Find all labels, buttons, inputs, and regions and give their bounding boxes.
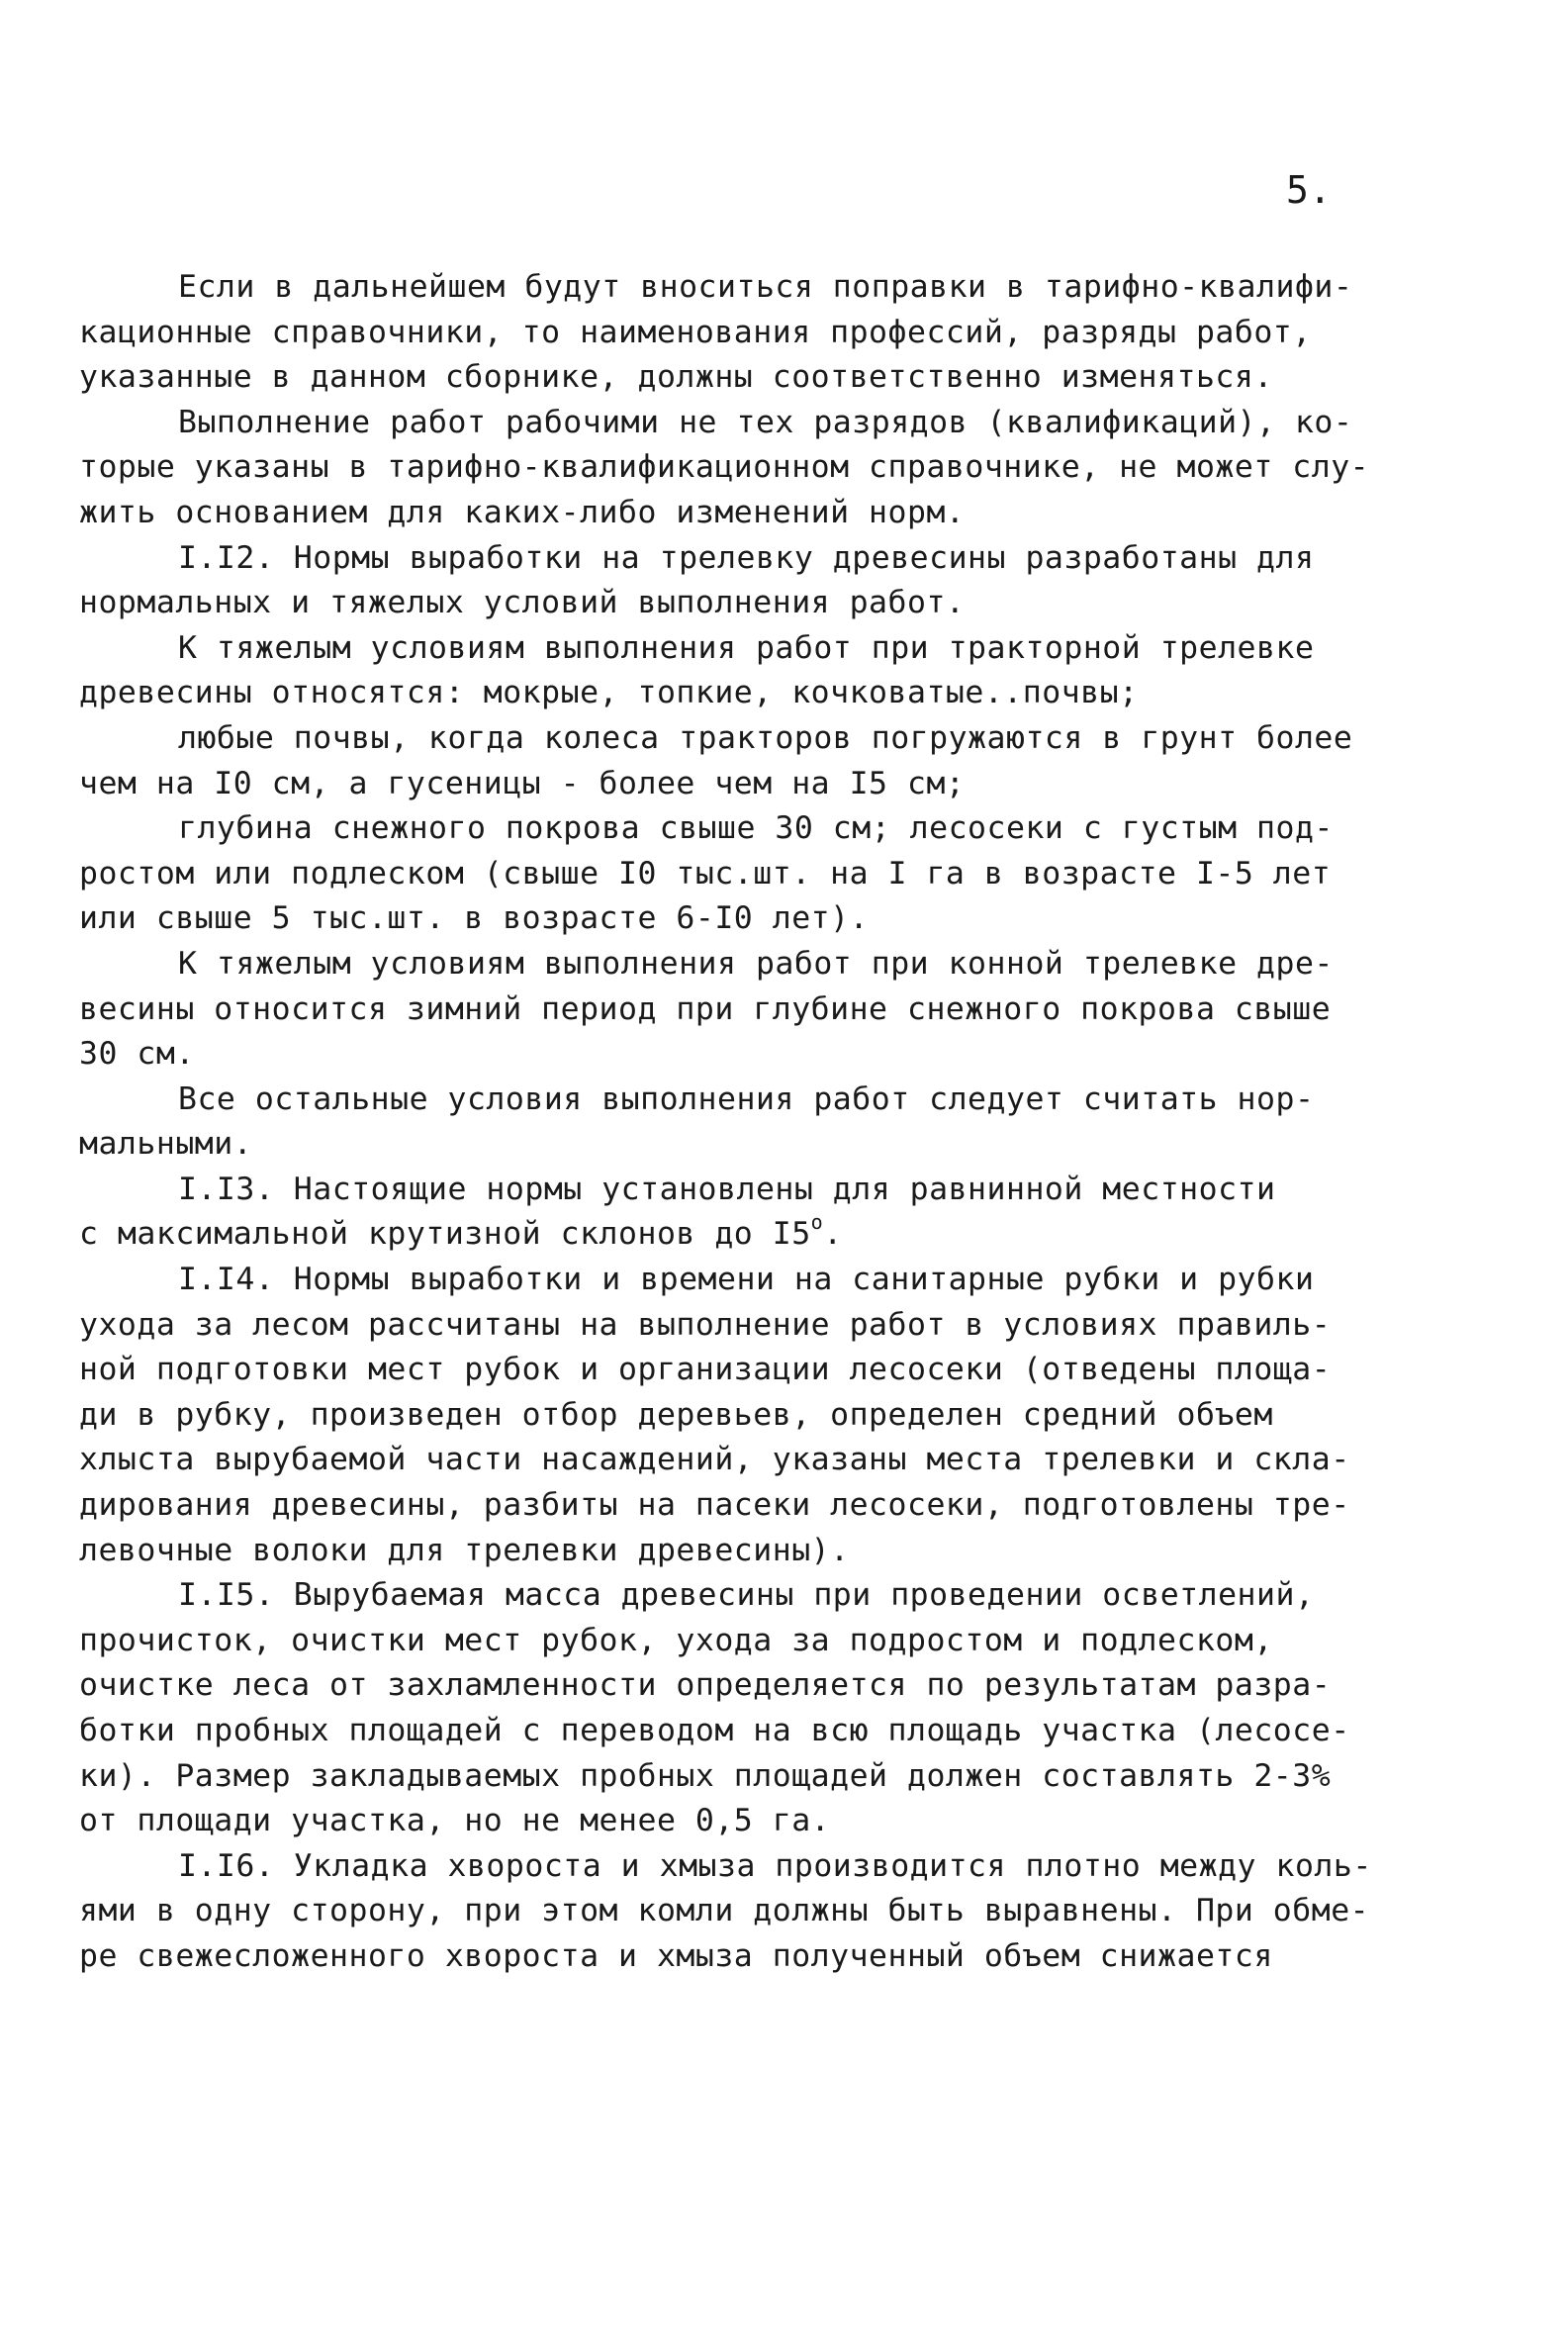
text-line-content: Если в дальнейшем будут вноситься поправки в тарифно-квалифи-	[178, 269, 1353, 305]
text-line	[79, 1934, 1405, 1980]
text-line-content: любые почвы, когда колеса тракторов погружаются в грунт более	[178, 719, 1353, 756]
text-line	[79, 1303, 1405, 1349]
text-line-content: хлыста вырубаемой части насаждений, указаны места трелевки и скла-	[79, 1442, 1350, 1478]
text-line-content: торые указаны в тарифно-квалификационном справочнике, не может слу-	[79, 449, 1370, 486]
text-line	[79, 942, 1405, 987]
text-line	[79, 806, 1405, 852]
text-line	[79, 716, 1405, 762]
text-line	[79, 311, 1405, 356]
text-line	[79, 762, 1405, 807]
text-line-content: К тяжелым условиям выполнения работ при тракторной трелевке	[178, 629, 1315, 666]
text-line-content: ки). Размер закладываемых пробных площадей должен составлять 2-3%	[79, 1757, 1332, 1794]
text-line	[79, 1438, 1405, 1483]
text-line	[79, 1209, 1405, 1258]
text-line-content: указанные в данном сборнике, должны соответственно изменяться.	[79, 359, 1273, 396]
text-line-content: ре свежесложенного хвороста и хмыза полученный объем снижается	[79, 1937, 1273, 1974]
text-line	[79, 1844, 1405, 1890]
text-line-content: Все остальные условия выполнения работ следует считать нор-	[178, 1080, 1315, 1117]
text-line	[79, 671, 1405, 716]
text-line-content: левочные волоки для трелевки древесины).	[79, 1532, 850, 1568]
text-line-content: древесины относятся: мокрые, топкие, кочковатые..почвы;	[79, 675, 1139, 711]
text-line	[79, 1889, 1405, 1934]
text-line	[79, 987, 1405, 1033]
text-line	[79, 1663, 1405, 1709]
text-line	[79, 581, 1405, 626]
text-line-content: с максимальной крутизной склонов до I5	[79, 1216, 811, 1253]
text-line	[79, 1122, 1405, 1168]
text-line-content: ростом или подлеском (свыше I0 тыс.шт. на I га в возрасте I-5 лет	[79, 855, 1332, 892]
text-line-content: К тяжелым условиям выполнения работ при конной трелевке дре-	[178, 945, 1334, 982]
text-line-content: дирования древесины, разбиты на пасеки лесосеки, подготовлены тре-	[79, 1487, 1350, 1524]
text-line	[79, 1258, 1405, 1303]
text-line	[79, 1799, 1405, 1844]
text-line	[79, 536, 1405, 582]
text-line-content: или свыше 5 тыс.шт. в возрасте 6-I0 лет).	[79, 900, 870, 937]
text-line	[79, 1483, 1405, 1529]
text-line-content: 30 см.	[79, 1036, 195, 1073]
text-line-content: мальными.	[79, 1126, 253, 1163]
page-number: 5.	[1286, 168, 1332, 212]
text-line	[79, 355, 1405, 401]
text-line	[79, 1348, 1405, 1393]
text-line-content: прочисток, очистки мест рубок, ухода за подростом и подлеском,	[79, 1622, 1273, 1658]
text-line	[79, 491, 1405, 536]
text-line-content: ями в одну сторону, при этом комли должны быть выравнены. При обме-	[79, 1893, 1370, 1929]
text-line-content: I.I3. Настоящие нормы установлены для равнинной местности	[178, 1171, 1276, 1207]
text-line	[79, 1032, 1405, 1078]
text-line	[79, 1078, 1405, 1123]
text-line-content: I.I4. Нормы выработки и времени на санитарные рубки и рубки	[178, 1262, 1315, 1298]
text-line	[79, 852, 1405, 897]
text-line-content: глубина снежного покрова свыше 30 см; лесосеки с густым под-	[178, 810, 1334, 847]
text-line-content: ди в рубку, произведен отбор деревьев, определен средний объем	[79, 1396, 1273, 1433]
text-line	[79, 401, 1405, 446]
text-line-content: кационные справочники, то наименования профессий, разряды работ,	[79, 314, 1312, 350]
text-line-content: от площади участка, но не менее 0,5 га.	[79, 1803, 831, 1839]
text-line	[79, 1754, 1405, 1800]
text-line-content: чем на I0 см, а гусеницы - более чем на I5 см;	[79, 765, 966, 801]
text-line-content: очистке леса от захламленности определяется по результатам разра-	[79, 1667, 1332, 1704]
text-line	[79, 1168, 1405, 1213]
text-line	[79, 896, 1405, 942]
text-line-content: ботки пробных площадей с переводом на всю площадь участка (лесосе-	[79, 1713, 1350, 1748]
text-line	[79, 1709, 1405, 1754]
body-text	[79, 265, 1405, 1980]
text-line-content: I.I6. Укладка хвороста и хмыза производится плотно между коль-	[178, 1847, 1372, 1884]
degree-superscript: о	[810, 1209, 824, 1234]
text-line	[79, 1529, 1405, 1574]
text-line	[79, 626, 1405, 672]
text-line-content: жить основанием для каких-либо изменений норм.	[79, 494, 966, 530]
text-line-content: I.I5. Вырубаемая масса древесины при проведении осветлений,	[178, 1577, 1315, 1614]
text-line-content: ной подготовки мест рубок и организации лесосеки (отведены площа-	[79, 1352, 1332, 1388]
text-line-content: ухода за лесом рассчитаны на выполнение работ в условиях правиль-	[79, 1306, 1332, 1343]
text-line-content: I.I2. Нормы выработки на трелевку древесины разработаны для	[178, 539, 1315, 576]
text-line	[79, 265, 1405, 311]
text-line-tail: .	[823, 1216, 843, 1253]
text-line	[79, 1573, 1405, 1619]
text-line	[79, 1393, 1405, 1439]
text-line-content: весины относится зимний период при глубине снежного покрова свыше	[79, 990, 1332, 1027]
text-line-content: нормальных и тяжелых условий выполнения работ.	[79, 585, 966, 621]
text-line-content: Выполнение работ рабочими не тех разрядов (квалификаций), ко-	[178, 404, 1353, 440]
text-line	[79, 445, 1405, 491]
text-line	[79, 1619, 1405, 1664]
